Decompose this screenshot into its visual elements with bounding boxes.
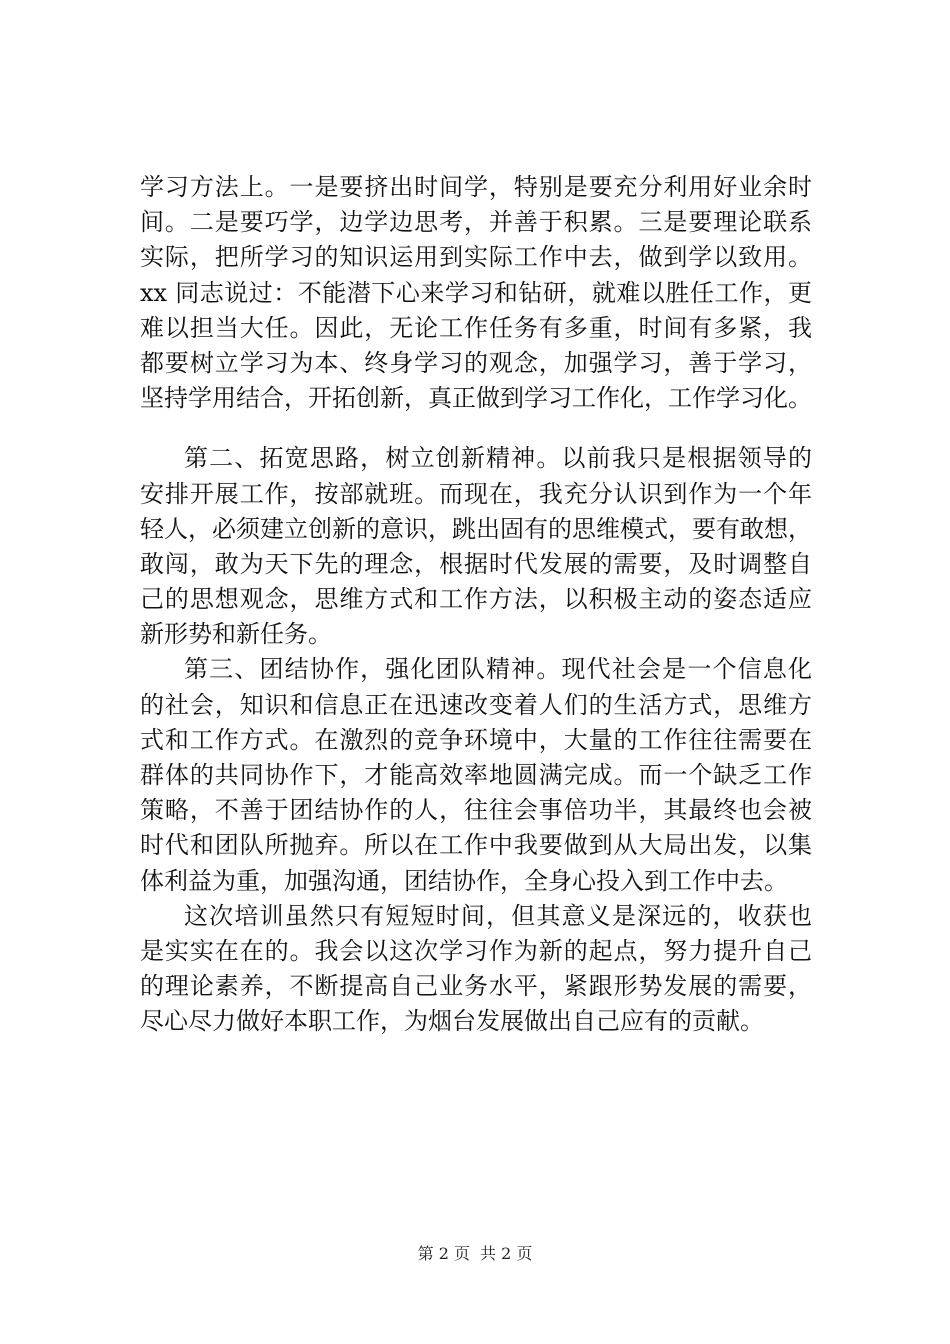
- text-line: 间。二是要巧学，边学边思考，并善于积累。三是要理论联系: [140, 208, 812, 237]
- text-line: 学习方法上。一是要挤出时间学，特别是要充分利用好业余时: [140, 173, 812, 201]
- paragraph-study-methods: [140, 170, 812, 416]
- paragraph-innovation: [140, 441, 812, 652]
- paragraph-conclusion: [140, 899, 812, 1040]
- text-line: 的社会，知识和信息正在迅速改变着人们的生活方式，思维方: [140, 690, 812, 719]
- text-line: 策略，不善于团结协作的人，往往会事倍功半，其最终也会被: [140, 796, 812, 825]
- text-line: 难以担当大任。因此，无论工作任务有多重，时间有多紧，我: [140, 313, 812, 342]
- text-line: xx 同志说过：不能潜下心来学习和钻研，就难以胜任工作，更: [140, 278, 812, 307]
- text-line: 轻人，必须建立创新的意识，跳出固有的思维模式，要有敢想，: [140, 514, 812, 543]
- text-line: 实际，把所学习的知识运用到实际工作中去，做到学以致用。: [140, 243, 812, 272]
- text-line: 体利益为重，加强沟通，团结协作，全身心投入到工作中去。: [140, 866, 788, 895]
- text-line: 群体的共同协作下，才能高效率地圆满完成。而一个缺乏工作: [140, 761, 812, 789]
- text-line: 安排开展工作，按部就班。而现在，我充分认识到作为一个年: [140, 479, 812, 508]
- text-line: 时代和团队所抛弃。所以在工作中我要做到从大局出发，以集: [140, 831, 812, 860]
- text-line: 敢闯，敢为天下先的理念，根据时代发展的需要，及时调整自: [140, 549, 812, 578]
- text-line: 己的思想观念，思维方式和工作方法，以积极主动的姿态适应: [140, 585, 812, 614]
- text-line: 新形势和新任务。: [140, 620, 332, 649]
- text-line: 第三、团结协作，强化团队精神。现代社会是一个信息化: [184, 655, 812, 684]
- text-line: 式和工作方式。在激烈的竞争环境中，大量的工作往往需要在: [140, 725, 812, 754]
- text-line: 尽心尽力做好本职工作，为烟台发展做出自己应有的贡献。: [140, 1007, 764, 1036]
- text-line: 的理论素养，不断提高自己业务水平，紧跟形势发展的需要，: [140, 972, 812, 1001]
- text-line: 是实实在在的。我会以这次学习作为新的起点，努力提升自己: [140, 936, 812, 965]
- page-footer: [0, 1244, 950, 1264]
- text-line: 第二、拓宽思路，树立创新精神。以前我只是根据领导的: [184, 444, 812, 473]
- paragraph-spacer: [140, 416, 812, 441]
- text-line: 这次培训虽然只有短短时间，但其意义是深远的，收获也: [184, 901, 812, 930]
- document-body: [140, 170, 812, 1040]
- page-total: 共 2 页: [480, 1244, 533, 1263]
- page-number: 第 2 页: [417, 1244, 470, 1263]
- text-line: 坚持学用结合，开拓创新，真正做到学习工作化，工作学习化。: [140, 384, 812, 413]
- paragraph-teamwork: [140, 652, 812, 898]
- text-line: 都要树立学习为本、终身学习的观念，加强学习，善于学习，: [140, 348, 812, 377]
